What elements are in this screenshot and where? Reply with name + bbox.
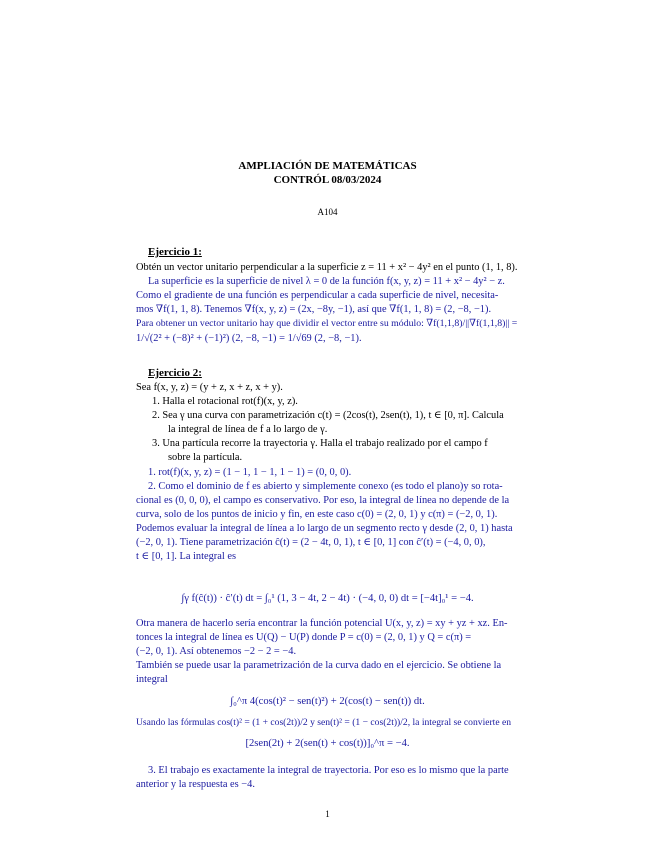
ex2-sol-line: Podemos evaluar la integral de línea a lo largo de un segmento recto γ desde (2, 0, 1) hasta: [136, 523, 513, 534]
doc-subtitle: CONTRÓL 08/03/2024: [273, 174, 382, 186]
doc-code: A104: [317, 207, 338, 217]
doc-title: AMPLIACIÓN DE MATEMÁTICAS: [238, 160, 417, 172]
equation-1: ∫γ f(ĉ(t)) · ĉ′(t) dt = ∫₀¹ (1, 3 − 4t, 2 − 4t) · (−4, 0, 0) dt = [−4t]₀¹ = −4.: [181, 593, 474, 604]
ex2-sol2-line: (−2, 0, 1). Así obtenemos −2 − 2 = −4.: [136, 646, 297, 657]
ex2-sol-line: t ∈ [0, 1]. La integral es: [136, 551, 237, 562]
ex2-sol4-line: anterior y la respuesta es −4.: [136, 779, 255, 790]
ex1-sol-line: 1/√(2² + (−8)² + (−1)²) (2, −8, −1) = 1/√69 (2, −8, −1).: [136, 333, 362, 344]
ex1-sol-line: mos ∇f(1, 1, 8). Tenemos ∇f(x, y, z) = (2x, −8y, −1), así que ∇f(1, 1, 8) = (2, −8, −1).: [136, 304, 492, 315]
ex2-sol-line: cional es (0, 0, 0), el campo es conservativo. Por eso, la integral de línea no depende de la: [136, 495, 510, 506]
ex2-sol3-line: Usando las fórmulas cos(t)² = (1 + cos(2t))/2 y sen(t)² = (1 − cos(2t))/2, la integral se convierte en: [136, 717, 512, 728]
ex2-intro: Sea f(x, y, z) = (y + z, x + z, x + y).: [136, 382, 283, 393]
equation-3: [2sen(2t) + 2(sen(t) + cos(t))]₀^π = −4.: [245, 738, 410, 749]
ex2-sol2-line: También se puede usar la parametrización de la curva dado en el ejercicio. Se obtiene la: [136, 660, 502, 671]
ex2-sol2-line: tonces la integral de línea es U(Q) − U(P) donde P = c(0) = (2, 0, 1) y Q = c(π) =: [136, 632, 472, 643]
ex2-sol-line: 2. Como el dominio de f es abierto y simplemente conexo (es todo el plano)y so rota-: [148, 481, 503, 492]
ex1-heading: Ejercicio 1:: [148, 246, 202, 258]
ex2-item: 1. Halla el rotacional rot(f)(x, y, z).: [152, 396, 298, 407]
equation-2: ∫₀^π 4(cos(t)² − sen(t)²) + 2(cos(t) − sen(t)) dt.: [230, 696, 425, 707]
ex1-sol-line: Como el gradiente de una función es perpendicular a cada superficie de nivel, necesita-: [136, 290, 499, 301]
ex2-sol2-line: Otra manera de hacerlo sería encontrar la función potencial U(x, y, z) = xy + yz + xz. En-: [136, 618, 508, 629]
ex2-item: sobre la partícula.: [168, 452, 243, 463]
ex1-statement: Obtén un vector unitario perpendicular a la superficie z = 11 + x² − 4y² en el punto (1, 1, 8).: [136, 262, 518, 273]
ex2-sol2-line: integral: [136, 674, 168, 685]
ex2-heading: Ejercicio 2:: [148, 367, 202, 379]
ex1-sol-line: Para obtener un vector unitario hay que dividir el vector entre su módulo: ∇f(1,1,8)/||∇f(1,1,8)|| =: [136, 318, 518, 329]
ex2-sol-line: (−2, 0, 1). Tiene parametrización ĉ(t) = (2 − 4t, 0, 1), t ∈ [0, 1] con ĉ′(t) = (−4, 0, 0),: [136, 537, 486, 548]
page-number: 1: [325, 809, 330, 819]
ex2-sol-line: curva, solo de los puntos de inicio y fin, en este caso c(0) = (2, 0, 1) y c(π) = (−2, 0, 1).: [136, 509, 498, 520]
ex2-item: la integral de línea de f a lo largo de γ.: [168, 424, 328, 435]
ex2-item: 3. Una partícula recorre la trayectoria γ. Halla el trabajo realizado por el campo f: [152, 438, 488, 449]
ex2-item: 2. Sea γ una curva con parametrización c(t) = (2cos(t), 2sen(t), 1), t ∈ [0, π]. Calcula: [152, 410, 504, 421]
ex2-sol4-line: 3. El trabajo es exactamente la integral de trayectoria. Por eso es lo mismo que la parte: [148, 765, 509, 776]
ex1-sol-line: La superficie es la superficie de nivel λ = 0 de la función f(x, y, z) = 11 + x² − 4y² − z.: [148, 276, 505, 287]
ex2-sol-line: 1. rot(f)(x, y, z) = (1 − 1, 1 − 1, 1 − 1) = (0, 0, 0).: [148, 467, 352, 478]
